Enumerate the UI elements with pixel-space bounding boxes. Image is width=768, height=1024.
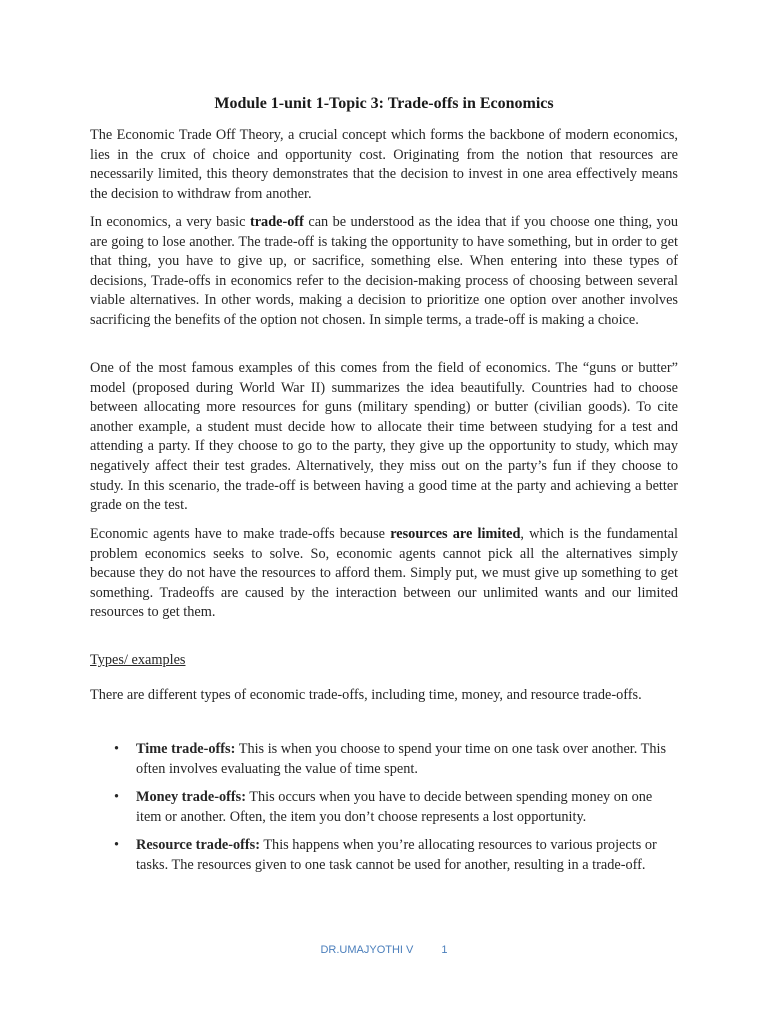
section-heading: Types/ examples [90, 652, 186, 668]
paragraph-examples: One of the most famous examples of this comes from the field of economics. The “guns or butter” model (proposed during World War II) summarizes the idea beautifully. Countries had to choose between allocating more resources for guns (military spending) or butter (civilian goods). To cite another example, a student must decide how to allocate their time between studying for a test and attending a party. If they choose to go to the party, they give up the opportunity to study, which may negatively affect their test grades. Alternatively, they miss out on the party’s fun if they choose to study. In this scenario, the trade-off is between having a good time at the party and achieving a better grade on the test. [90, 360, 678, 514]
list-item-term: Money trade-offs: [136, 789, 246, 806]
paragraph-intro: The Economic Trade Off Theory, a crucial concept which forms the backbone of modern economics, lies in the crux of choice and opportunity cost. Originating from the notion that resources are necessarily limited, this theory demonstrates that the decision to invest in one area effectively means the decision to withdraw from another. [90, 127, 678, 202]
term-resources-limited: resources are limited [390, 526, 521, 542]
paragraph-limited-resources [90, 525, 678, 623]
paragraph-definition-after: can be understood as the idea that if you choose one thing, you are going to lose another. The trade-off is taking the opportunity to have something, but in order to get that thing, you have to give up, or sacrifice, something else. When entering into these types of decisions, Trade-offs in economics refer to the decision-making process of choosing between several viable alternatives. In other words, making a decision to prioritize one option over another involves sacrificing the benefits of the option not chosen. In simple terms, a trade-off is making a choice. [90, 214, 679, 328]
footer-author: DR.UMAJYOTHI V [320, 944, 414, 956]
types-intro: There are different types of economic trade-offs, including time, money, and resource trade-offs. [90, 687, 642, 703]
paragraph-limited-before: Economic agents have to make trade-offs because [90, 526, 391, 542]
trade-off-types-list [90, 740, 680, 885]
term-trade-off: trade-off [249, 214, 304, 230]
document-title: Module 1-unit 1-Topic 3: Trade-offs in Economics [214, 95, 554, 112]
list-item-text: This occurs when you have to decide between spending money on one item or another. Often, the item you don’t choose represents a lost opportunity. [136, 789, 653, 825]
list-item-text: This is when you choose to spend your time on one task over another. This often involves evaluating the value of time spent. [136, 741, 667, 777]
page-number: 1 [441, 944, 448, 956]
bullet-icon: • [114, 837, 120, 854]
list-item-term: Time trade-offs: [136, 741, 236, 757]
list-item-time [90, 740, 680, 779]
page-footer [0, 944, 768, 956]
paragraph-limited-after: , which is the fundamental problem economics seeks to solve. So, economic agents cannot pick all the alternatives simply because they do not have the resources to afford them. Simply put, we must give up something to get something. Tradeoffs are caused by the interaction between our unlimited wants and our limited resources to get them. [90, 526, 678, 621]
list-item-term: Resource trade-offs: [136, 837, 260, 854]
bullet-icon: • [114, 741, 120, 757]
list-item-text: This happens when you’re allocating resources to various projects or tasks. The resources given to one task cannot be used for another, resulting in a trade-off. [136, 837, 657, 873]
list-item-money [90, 788, 680, 827]
list-item-resource [90, 836, 680, 875]
bullet-icon: • [114, 789, 120, 806]
paragraph-definition [90, 213, 678, 331]
paragraph-definition-before: In economics, a very basic [90, 214, 250, 230]
